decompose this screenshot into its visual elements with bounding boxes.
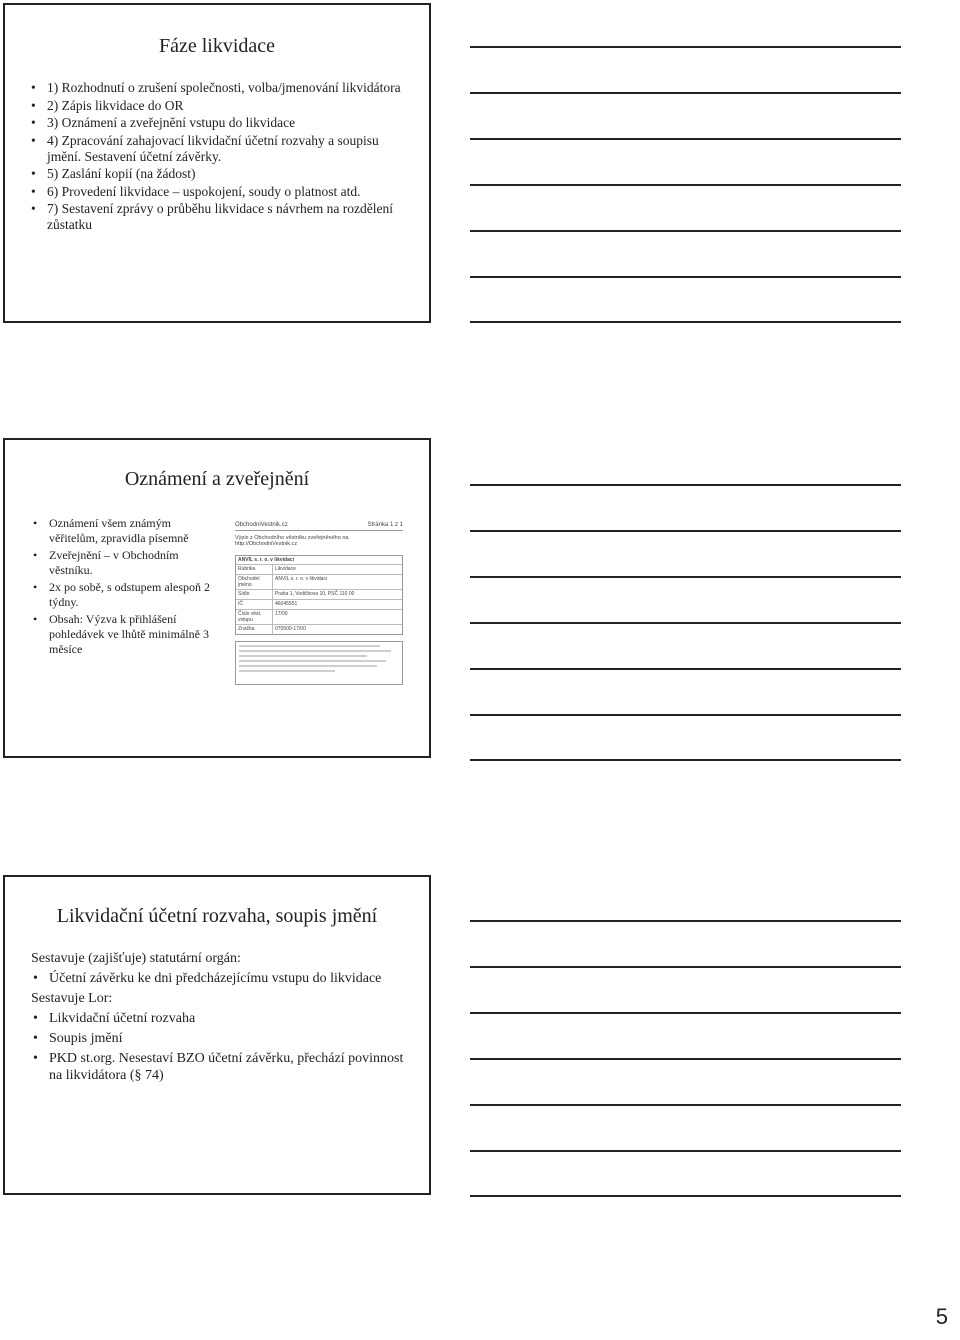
note-line bbox=[470, 668, 901, 670]
note-line bbox=[470, 92, 901, 94]
note-line bbox=[470, 966, 901, 968]
note-line bbox=[470, 184, 901, 186]
bullet-item: • 3) Oznámení a zveřejnění vstupu do likvidace bbox=[47, 115, 409, 131]
bullet-item: • 6) Provedení likvidace – uspokojení, soudy o platnost atd. bbox=[47, 184, 409, 200]
notice-row bbox=[236, 599, 402, 609]
note-line bbox=[470, 759, 901, 761]
bullet-item: • 7) Sestavení zprávy o průběhu likvidace s návrhem na rozdělení zůstatku bbox=[47, 201, 409, 233]
slide-title: Likvidační účetní rozvaha, soupis jmění bbox=[56, 905, 378, 927]
bullet-list bbox=[49, 1010, 413, 1084]
note-line bbox=[470, 276, 901, 278]
bullet-list bbox=[47, 80, 409, 233]
note-line bbox=[470, 1104, 901, 1106]
slide-title: Fáze likvidace bbox=[158, 35, 276, 57]
slide-content bbox=[31, 950, 413, 1084]
intro-text: Sestavuje Lor: bbox=[31, 991, 113, 1006]
note-line bbox=[470, 1195, 901, 1197]
slide-announcement bbox=[3, 438, 431, 758]
note-line bbox=[470, 321, 901, 323]
notice-site: ObchodniVestnik.cz bbox=[235, 522, 288, 528]
notice-value: 070500-17/00 bbox=[275, 626, 306, 632]
notice-company: ANVIL s. r. o. v likvidaci bbox=[238, 557, 295, 563]
notice-key: Značka bbox=[236, 625, 273, 634]
commercial-bulletin-image bbox=[235, 522, 403, 704]
note-line bbox=[470, 1150, 901, 1152]
bullet-list bbox=[49, 970, 413, 987]
note-line bbox=[470, 622, 901, 624]
notice-key: Rubrika bbox=[236, 565, 273, 574]
page-number: 5 bbox=[935, 1304, 948, 1329]
divider bbox=[235, 530, 403, 531]
note-line bbox=[470, 138, 901, 140]
notice-page: Stránka 1 z 1 bbox=[367, 522, 403, 528]
note-line bbox=[470, 230, 901, 232]
notice-value: Likvidace bbox=[275, 566, 296, 572]
notice-row bbox=[236, 609, 402, 624]
bullet-item: • Zveřejnění – v Obchodním věstníku. bbox=[49, 548, 214, 578]
notice-row bbox=[236, 564, 402, 574]
note-line bbox=[470, 920, 901, 922]
bullet-item: • 2x po sobě, s odstupem alespoň 2 týdny. bbox=[49, 580, 214, 610]
notice-row bbox=[236, 589, 402, 599]
bullet-item: • 1) Rozhodnutí o zrušení společnosti, volba/jmenování likvidátora bbox=[47, 80, 409, 96]
bullet-item: • Likvidační účetní rozvaha bbox=[49, 1010, 413, 1027]
slide-title: Oznámení a zveřejnění bbox=[124, 468, 310, 490]
note-line bbox=[470, 46, 901, 48]
bullet-item: • 5) Zaslání kopií (na žádost) bbox=[47, 166, 409, 182]
bullet-item: • Soupis jmění bbox=[49, 1030, 413, 1047]
note-line bbox=[470, 484, 901, 486]
notice-table bbox=[235, 555, 403, 635]
notice-subtitle: Výpis z Obchodního věstníku zveřejněného na http://ObchodniVestnik.cz bbox=[235, 535, 349, 547]
note-line bbox=[470, 714, 901, 716]
intro-text: Sestavuje (zajišťuje) statutární orgán: bbox=[31, 951, 241, 966]
notice-value: 17/00 bbox=[275, 611, 288, 617]
note-line bbox=[470, 1012, 901, 1014]
notice-row bbox=[236, 574, 402, 589]
notice-value: 46045551 bbox=[275, 601, 298, 607]
notice-row bbox=[236, 624, 402, 634]
notice-key: IČ bbox=[236, 600, 273, 609]
bullet-item: • Oznámení všem známým věřitelům, zpravidla písemně bbox=[49, 516, 214, 546]
notice-key: Obchodní jméno bbox=[236, 575, 273, 589]
slide-phases bbox=[3, 3, 431, 323]
notice-value: Praha 1, Vodičkova 10, PSČ 110 00 bbox=[275, 591, 355, 597]
note-line bbox=[470, 576, 901, 578]
notice-key: Sídlo bbox=[236, 590, 273, 599]
note-line bbox=[470, 530, 901, 532]
bullet-item: • PKD st.org. Nesestaví BZO účetní závěrku, přechází povinnost na likvidátora (§ 74) bbox=[49, 1050, 413, 1084]
notice-key: Číslo věst. vstupu bbox=[236, 610, 273, 624]
note-line bbox=[470, 1058, 901, 1060]
bullet-item: • Účetní závěrku ke dni předcházejícímu vstupu do likvidace bbox=[49, 970, 413, 987]
notice-value: ANVIL s. r. o. v likvidaci bbox=[275, 576, 328, 582]
notice-body-text bbox=[235, 641, 403, 685]
bullet-list bbox=[49, 516, 214, 659]
bullet-item: • 2) Zápis likvidace do OR bbox=[47, 98, 409, 114]
bullet-item: • Obsah: Výzva k přihlášení pohledávek ve lhůtě minimálně 3 měsíce bbox=[49, 612, 214, 657]
notice-header bbox=[235, 522, 403, 528]
bullet-item: • 4) Zpracování zahajovací likvidační účetní rozvahy a soupisu jmění. Sestavení účetní závěrky. bbox=[47, 133, 409, 165]
slide-balance-sheet bbox=[3, 875, 431, 1195]
